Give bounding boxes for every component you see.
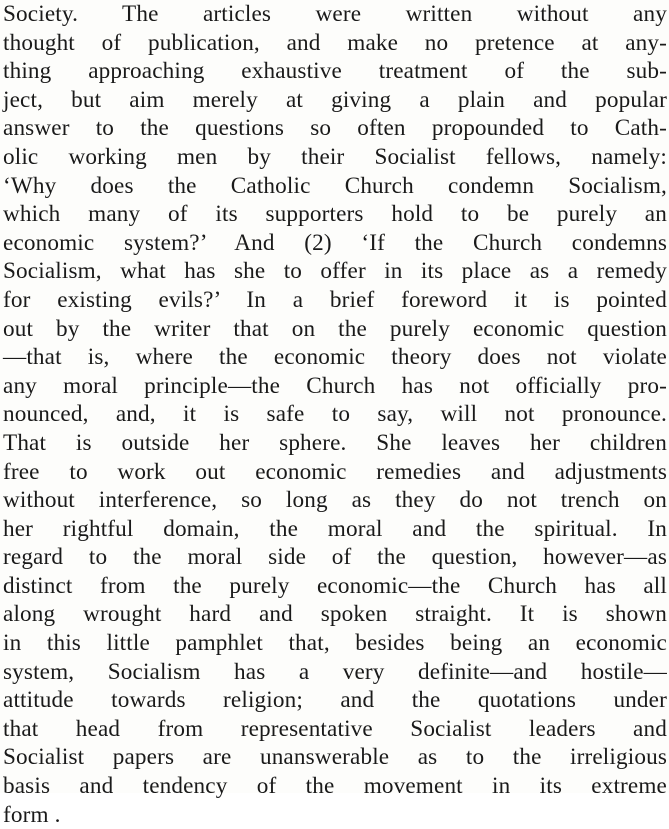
text-line: that head from representative Socialist leaders and (3, 715, 667, 742)
text-line: distinct from the purely economic—the Church has all (3, 572, 667, 599)
text-line: out by the writer that on the purely economic question (3, 315, 667, 342)
text-line: economic system?’ And (2) ‘If the Church condemns (3, 229, 667, 256)
text-line: ject, but aim merely at giving a plain and popular (3, 86, 667, 113)
text-line: That is outside her sphere. She leaves her children (3, 429, 667, 456)
text-line: attitude towards religion; and the quotations under (3, 687, 667, 714)
text-line: free to work out economic remedies and adjustments (3, 458, 667, 485)
text-line: —that is, where the economic theory does not violate (3, 344, 667, 371)
text-line: thought of publication, and make no pretence at any- (3, 29, 667, 56)
text-line: any moral principle—the Church has not officially pro- (3, 372, 667, 399)
text-line: her rightful domain, the moral and the spiritual. In (3, 515, 667, 542)
text-line: Society. The articles were written without any (3, 1, 667, 27)
text-line: without interference, so long as they do not trench on (3, 487, 667, 514)
text-line: for existing evils?’ In a brief foreword it is pointed (3, 286, 667, 313)
text-line: olic working men by their Socialist fellows, namely: (3, 143, 667, 170)
text-line: along wrought hard and spoken straight. It is shown (3, 601, 667, 628)
text-line: ‘Why does the Catholic Church condemn Socialism, (3, 172, 667, 199)
text-line: Socialism, what has she to offer in its place as a remedy (3, 258, 667, 285)
text-line: basis and tendency of the movement in its extreme (3, 773, 667, 800)
text-line: form . (3, 801, 61, 828)
text-line: thing approaching exhaustive treatment of the sub- (3, 58, 667, 85)
text-line: nounced, and, it is safe to say, will not pronounce. (3, 401, 667, 428)
text-line: Socialist papers are unanswerable as to the irreligious (3, 744, 667, 771)
text-line: regard to the moral side of the question, however—as (3, 544, 667, 571)
body-text (3, 0, 667, 829)
text-line: in this little pamphlet that, besides being an economic (3, 630, 667, 657)
text-line: answer to the questions so often propounded to Cath- (3, 115, 667, 142)
text-line: system, Socialism has a very definite—and hostile— (3, 658, 667, 685)
text-line: which many of its supporters hold to be purely an (3, 201, 667, 228)
